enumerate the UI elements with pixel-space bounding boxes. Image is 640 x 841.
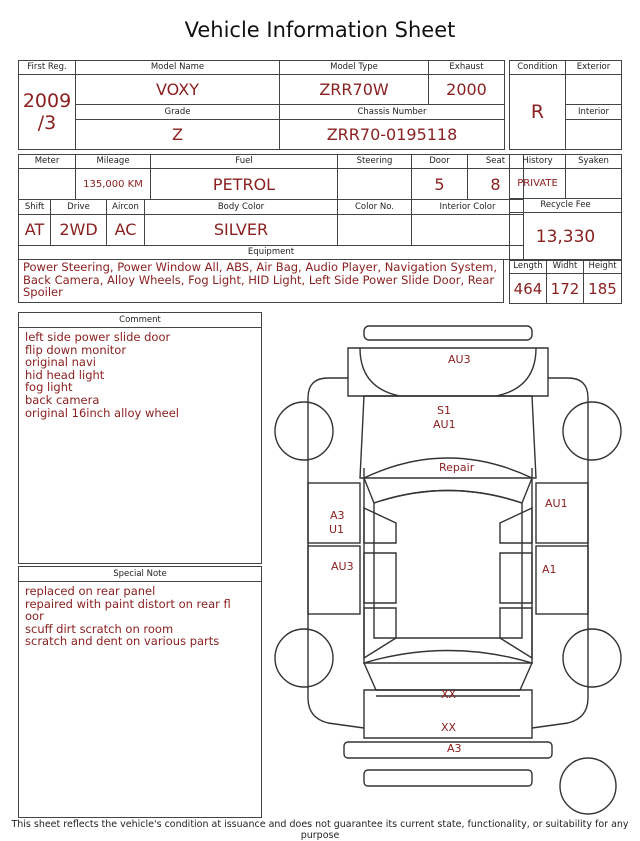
door-label: Door [412, 155, 468, 169]
history-label: History [510, 155, 566, 169]
equipment-label: Equipment [19, 245, 524, 259]
drive-label: Drive [51, 200, 107, 214]
right-quarter-window [500, 608, 532, 658]
special-note-label: Special Note [19, 567, 261, 582]
right-front-fender [548, 378, 588, 478]
mark-back-door-2: XX [441, 721, 457, 734]
sheet-title: Vehicle Information Sheet [184, 18, 456, 42]
left-rear-tire [275, 629, 333, 687]
roof-outline [364, 468, 532, 663]
steering-label: Steering [338, 155, 412, 169]
mark-left-front-door-2: U1 [329, 523, 345, 536]
condition-value: R [510, 75, 566, 150]
mileage-label: Mileage [76, 155, 151, 169]
special-note-line: scuff dirt scratch on room [25, 621, 174, 636]
left-rear-window [364, 553, 396, 603]
mark-hood-1: S1 [437, 404, 451, 417]
syaken-value [566, 169, 622, 199]
first-reg-month: /3 [37, 112, 57, 135]
steering-value [338, 169, 412, 200]
exhaust-value: 2000 [429, 75, 505, 105]
comment-line: hid head light [25, 367, 105, 382]
right-front-door [536, 483, 588, 543]
length-label: Length [510, 260, 547, 274]
first-reg-label: First Reg. [19, 61, 76, 75]
condition-table [509, 60, 622, 150]
first-reg-year: 2009 [22, 90, 72, 113]
exhaust-label: Exhaust [429, 61, 505, 75]
vehicle-info-table [18, 60, 505, 150]
interior-color-value [412, 214, 524, 245]
comment-line: original 16inch alloy wheel [25, 405, 179, 420]
color-no-value [338, 214, 412, 245]
mark-right-rear-door: A1 [542, 563, 557, 576]
height-label: Height [584, 260, 622, 274]
length-value: 464 [510, 274, 547, 304]
syaken-label: Syaken [566, 155, 622, 169]
front-bumper [364, 326, 532, 340]
mark-left-front-door-1: A3 [330, 509, 345, 522]
special-note-line: repaired with paint distort on rear fl [25, 596, 231, 611]
special-note-box [18, 566, 262, 818]
left-rear-door [308, 546, 360, 614]
width-value: 172 [547, 274, 584, 304]
comment-list [19, 328, 261, 422]
history-value: PRIVATE [510, 169, 566, 199]
recycle-fee-value: 13,330 [510, 213, 622, 261]
meter-label: Meter [19, 155, 76, 169]
shift-label: Shift [19, 200, 51, 214]
drive-value: 2WD [51, 214, 107, 245]
recycle-fee-label: Recycle Fee [510, 199, 622, 213]
first-reg-value [19, 75, 76, 150]
fuel-label: Fuel [151, 155, 338, 169]
history-table [509, 154, 622, 261]
right-front-tire [563, 402, 621, 460]
color-no-label: Color No. [338, 200, 412, 214]
disclaimer-footer: This sheet reflects the vehicle's condition at issuance and does not guarantee its current state, functionality, or suitability for any purpose [11, 819, 629, 841]
right-rear-tire [563, 629, 621, 687]
left-rear-fender [308, 648, 364, 728]
comment-line: fog light [25, 380, 73, 395]
grade-label: Grade [76, 105, 280, 119]
interior-color-label: Interior Color [412, 200, 524, 214]
interior-value [566, 119, 622, 149]
comment-line: flip down monitor [25, 342, 127, 357]
mark-front: AU3 [448, 353, 471, 366]
aircon-value: AC [107, 214, 145, 245]
mark-back-door-1: XX [441, 688, 457, 701]
equipment-value: Power Steering, Power Window All, ABS, Air Bag, Audio Player, Navigation System, Back Camera, Alloy Wheels, Fog Light, HID Light, Left Side Power Slide Door, Rear Spoiler [23, 260, 498, 299]
dimensions-table [509, 259, 622, 304]
chassis-number-value: ZRR70-0195118 [280, 119, 505, 149]
mark-roof: Repair [439, 461, 475, 474]
mark-left-rear-door: AU3 [331, 560, 354, 573]
right-rear-door [536, 546, 588, 614]
body-color-value: SILVER [145, 214, 338, 245]
aircon-label: Aircon [107, 200, 145, 214]
condition-label: Condition [510, 61, 566, 75]
mark-rear-bumper: A3 [447, 742, 462, 755]
equipment-box [18, 259, 504, 303]
seat-label: Seat [468, 155, 524, 169]
seat-value: 8 [468, 169, 524, 200]
grade-value: Z [76, 119, 280, 149]
left-quarter-window [364, 608, 396, 658]
width-label: Widht [547, 260, 584, 274]
model-type-label: Model Type [280, 61, 429, 75]
rear-step [364, 770, 532, 786]
mark-right-front-door: AU1 [545, 497, 568, 510]
back-window [364, 651, 532, 691]
shift-value: AT [19, 214, 51, 245]
left-front-window [364, 508, 396, 543]
spare-tire [560, 758, 616, 814]
right-headlight [496, 348, 536, 396]
model-name-value: VOXY [76, 75, 280, 105]
comment-line: original navi [25, 355, 96, 370]
mark-hood-2: AU1 [433, 418, 456, 431]
mileage-value: 135,000 KM [76, 169, 151, 200]
body-color-label: Body Color [145, 200, 338, 214]
comment-line: left side power slide door [25, 330, 171, 344]
model-name-label: Model Name [76, 61, 280, 75]
comment-line: back camera [25, 392, 100, 407]
left-front-fender [308, 378, 348, 478]
special-note-line: oor [25, 609, 44, 624]
left-headlight [360, 348, 400, 396]
exterior-value [566, 75, 622, 105]
right-rear-window [500, 553, 532, 603]
chassis-number-label: Chassis Number [280, 105, 505, 119]
left-front-tire [275, 402, 333, 460]
special-note-line: scratch and dent on various parts [25, 634, 220, 649]
special-note-line: replaced on rear panel [25, 584, 156, 598]
right-rear-fender [532, 648, 588, 728]
model-type-value: ZRR70W [280, 75, 429, 105]
comment-box [18, 312, 262, 564]
vehicle-details-table [18, 154, 524, 260]
height-value: 185 [584, 274, 622, 304]
interior-label: Interior [566, 105, 622, 119]
right-front-window [500, 508, 532, 543]
meter-value [19, 169, 76, 200]
exterior-label: Exterior [566, 61, 622, 75]
door-value: 5 [412, 169, 468, 200]
fuel-value: PETROL [151, 169, 338, 200]
comment-label: Comment [19, 313, 261, 328]
special-note-list [19, 582, 261, 651]
